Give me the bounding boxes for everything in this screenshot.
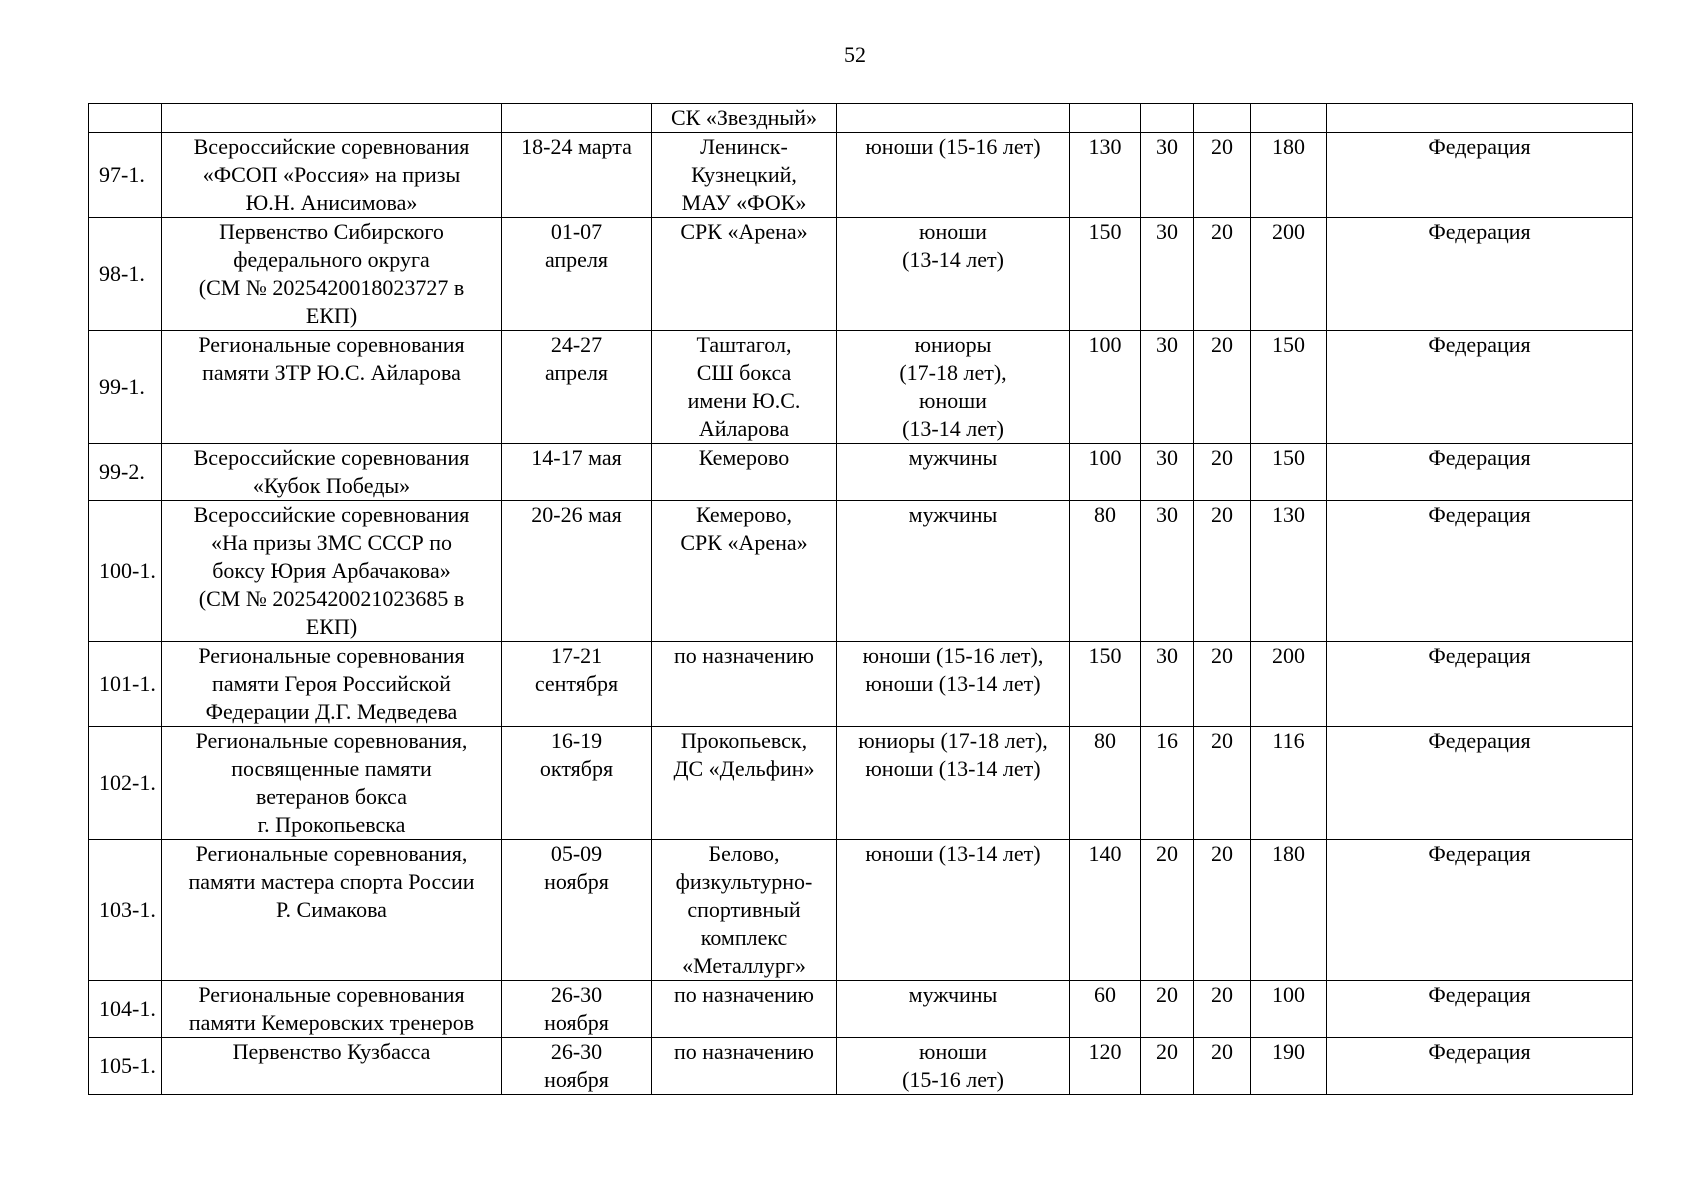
cell-c3: 20 <box>1194 840 1251 981</box>
cell-org: Федерация <box>1327 1038 1633 1095</box>
cell-c2: 30 <box>1141 218 1194 331</box>
cell-c2: 30 <box>1141 331 1194 444</box>
cell-num: 101-1. <box>89 642 162 727</box>
table-row <box>89 501 1633 642</box>
cell-c1: 140 <box>1070 840 1141 981</box>
cell-venue: по назначению <box>652 1038 837 1095</box>
cell-num: 105-1. <box>89 1038 162 1095</box>
cell-c2: 20 <box>1141 981 1194 1038</box>
table-row <box>89 133 1633 218</box>
cell-total: 150 <box>1251 331 1327 444</box>
cell-total: 200 <box>1251 642 1327 727</box>
cell-c3: 20 <box>1194 727 1251 840</box>
cell-c2: 30 <box>1141 444 1194 501</box>
cell-num: 99-1. <box>89 331 162 444</box>
cell-c1: 60 <box>1070 981 1141 1038</box>
cell-dates: 26-30 ноября <box>502 981 652 1038</box>
cell-name: Региональные соревнования памяти ЗТР Ю.С. Айларова <box>162 331 502 444</box>
cell-c1: 120 <box>1070 1038 1141 1095</box>
cell-c3: 20 <box>1194 642 1251 727</box>
cell-group: юноши (15-16 лет) <box>837 133 1070 218</box>
cell-num: 102-1. <box>89 727 162 840</box>
cell-c1 <box>1070 104 1141 133</box>
cell-c1: 130 <box>1070 133 1141 218</box>
cell-dates: 24-27 апреля <box>502 331 652 444</box>
continuation-row <box>89 104 1633 133</box>
cell-total <box>1251 104 1327 133</box>
cell-c2: 30 <box>1141 642 1194 727</box>
events-table <box>88 103 1633 1095</box>
cell-total: 100 <box>1251 981 1327 1038</box>
cell-dates: 16-19 октября <box>502 727 652 840</box>
cell-name: Первенство Сибирского федерального округа (СМ № 2025420018023727 в ЕКП) <box>162 218 502 331</box>
cell-name <box>162 104 502 133</box>
cell-dates: 20-26 мая <box>502 501 652 642</box>
cell-c1: 100 <box>1070 444 1141 501</box>
table-row <box>89 981 1633 1038</box>
cell-dates: 18-24 марта <box>502 133 652 218</box>
cell-c2: 16 <box>1141 727 1194 840</box>
cell-c3: 20 <box>1194 501 1251 642</box>
cell-c2: 30 <box>1141 501 1194 642</box>
table-row <box>89 727 1633 840</box>
cell-name: Региональные соревнования, посвященные памяти ветеранов бокса г. Прокопьевска <box>162 727 502 840</box>
cell-group: юниоры (17-18 лет), юноши (13-14 лет) <box>837 727 1070 840</box>
cell-c1: 100 <box>1070 331 1141 444</box>
cell-total: 200 <box>1251 218 1327 331</box>
cell-org: Федерация <box>1327 840 1633 981</box>
cell-name: Всероссийские соревнования «На призы ЗМС СССР по боксу Юрия Арбачакова» (СМ № 2025420021023685 в ЕКП) <box>162 501 502 642</box>
cell-name: Региональные соревнования памяти Героя Российской Федерации Д.Г. Медведева <box>162 642 502 727</box>
table-row <box>89 840 1633 981</box>
cell-c3: 20 <box>1194 444 1251 501</box>
cell-group: мужчины <box>837 981 1070 1038</box>
cell-name: Первенство Кузбасса <box>162 1038 502 1095</box>
cell-c3: 20 <box>1194 133 1251 218</box>
cell-venue: Таштагол, СШ бокса имени Ю.С. Айларова <box>652 331 837 444</box>
cell-name: Региональные соревнования, памяти мастера спорта России Р. Симакова <box>162 840 502 981</box>
cell-venue: Ленинск- Кузнецкий, МАУ «ФОК» <box>652 133 837 218</box>
cell-venue: Прокопьевск, ДС «Дельфин» <box>652 727 837 840</box>
cell-c1: 80 <box>1070 727 1141 840</box>
cell-org: Федерация <box>1327 218 1633 331</box>
cell-venue: СК «Звездный» <box>652 104 837 133</box>
cell-c3: 20 <box>1194 331 1251 444</box>
cell-org: Федерация <box>1327 444 1633 501</box>
cell-org: Федерация <box>1327 501 1633 642</box>
cell-c3: 20 <box>1194 218 1251 331</box>
cell-c2 <box>1141 104 1194 133</box>
cell-org: Федерация <box>1327 642 1633 727</box>
cell-c2: 30 <box>1141 133 1194 218</box>
cell-org: Федерация <box>1327 331 1633 444</box>
cell-c2: 20 <box>1141 1038 1194 1095</box>
cell-venue: СРК «Арена» <box>652 218 837 331</box>
cell-group: юноши (13-14 лет) <box>837 840 1070 981</box>
cell-venue: по назначению <box>652 642 837 727</box>
cell-group <box>837 104 1070 133</box>
table-row <box>89 444 1633 501</box>
cell-num: 97-1. <box>89 133 162 218</box>
cell-name: Всероссийские соревнования «Кубок Победы» <box>162 444 502 501</box>
table-row <box>89 1038 1633 1095</box>
cell-c2: 20 <box>1141 840 1194 981</box>
cell-group: мужчины <box>837 444 1070 501</box>
cell-dates: 14-17 мая <box>502 444 652 501</box>
cell-dates: 26-30 ноября <box>502 1038 652 1095</box>
table-row <box>89 642 1633 727</box>
cell-name: Всероссийские соревнования «ФСОП «Россия» на призы Ю.Н. Анисимова» <box>162 133 502 218</box>
cell-name: Региональные соревнования памяти Кемеровских тренеров <box>162 981 502 1038</box>
cell-total: 180 <box>1251 840 1327 981</box>
cell-org <box>1327 104 1633 133</box>
cell-c1: 150 <box>1070 642 1141 727</box>
cell-total: 190 <box>1251 1038 1327 1095</box>
table-body <box>89 104 1633 1095</box>
cell-c3 <box>1194 104 1251 133</box>
cell-c3: 20 <box>1194 1038 1251 1095</box>
cell-num <box>89 104 162 133</box>
cell-num: 103-1. <box>89 840 162 981</box>
cell-total: 180 <box>1251 133 1327 218</box>
cell-group: юниоры (17-18 лет), юноши (13-14 лет) <box>837 331 1070 444</box>
table-row <box>89 331 1633 444</box>
cell-dates: 01-07 апреля <box>502 218 652 331</box>
cell-group: мужчины <box>837 501 1070 642</box>
table-row <box>89 218 1633 331</box>
cell-total: 130 <box>1251 501 1327 642</box>
cell-c3: 20 <box>1194 981 1251 1038</box>
cell-group: юноши (15-16 лет) <box>837 1038 1070 1095</box>
cell-org: Федерация <box>1327 727 1633 840</box>
cell-c1: 150 <box>1070 218 1141 331</box>
cell-dates: 05-09 ноября <box>502 840 652 981</box>
cell-venue: Кемерово, СРК «Арена» <box>652 501 837 642</box>
cell-org: Федерация <box>1327 133 1633 218</box>
cell-venue: Белово, физкультурно- спортивный комплекс «Металлург» <box>652 840 837 981</box>
page-number: 52 <box>844 42 866 67</box>
cell-num: 98-1. <box>89 218 162 331</box>
cell-dates: 17-21 сентября <box>502 642 652 727</box>
cell-num: 99-2. <box>89 444 162 501</box>
cell-num: 100-1. <box>89 501 162 642</box>
cell-group: юноши (15-16 лет), юноши (13-14 лет) <box>837 642 1070 727</box>
cell-org: Федерация <box>1327 981 1633 1038</box>
cell-dates <box>502 104 652 133</box>
cell-total: 116 <box>1251 727 1327 840</box>
cell-c1: 80 <box>1070 501 1141 642</box>
cell-group: юноши (13-14 лет) <box>837 218 1070 331</box>
cell-venue: по назначению <box>652 981 837 1038</box>
cell-num: 104-1. <box>89 981 162 1038</box>
cell-venue: Кемерово <box>652 444 837 501</box>
cell-total: 150 <box>1251 444 1327 501</box>
